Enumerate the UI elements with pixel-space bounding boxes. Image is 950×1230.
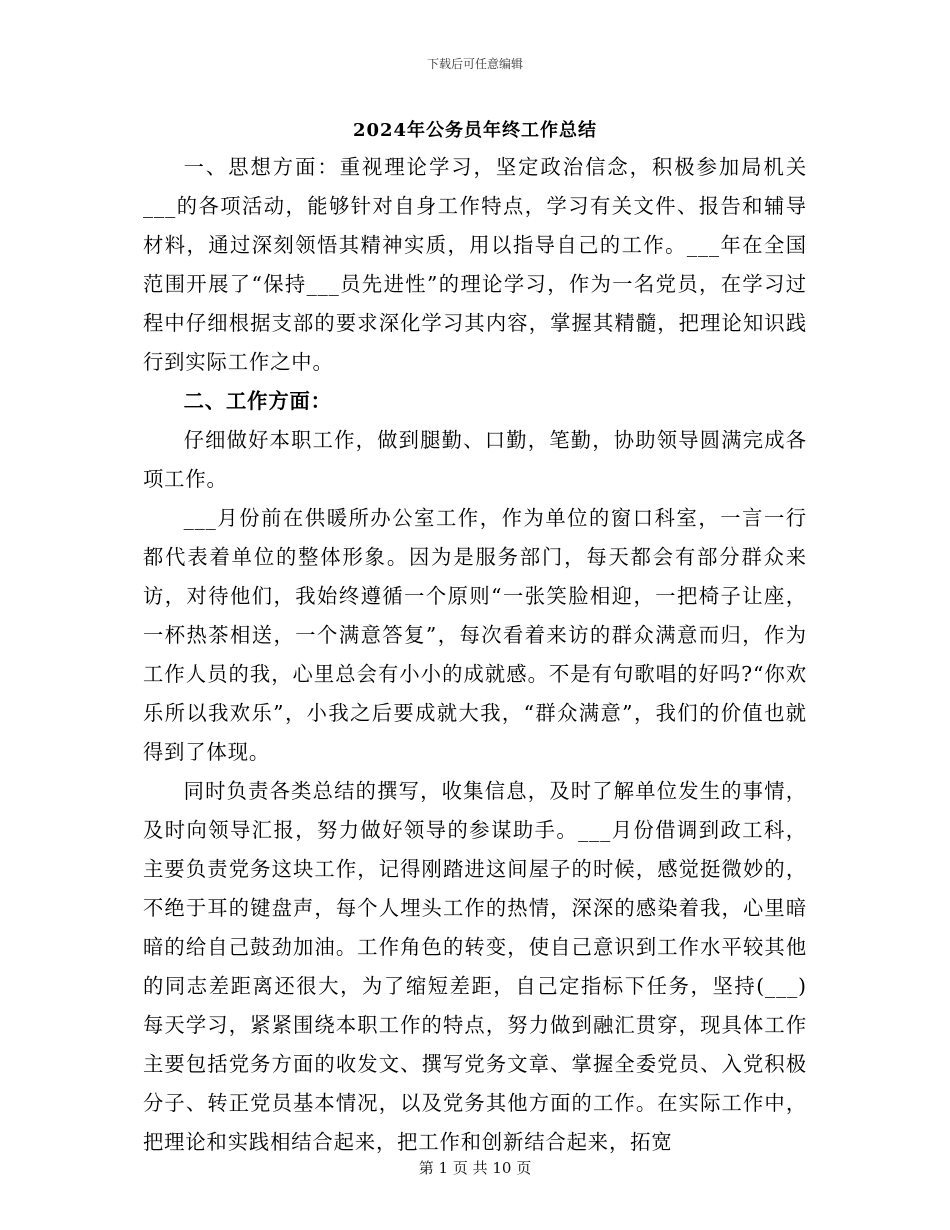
header-note: 下载后可任意编辑 — [426, 57, 523, 71]
paragraph-duties: 仔细做好本职工作，做到腿勤、口勤，笔勤，协助领导圆满完成各项工作。 — [143, 428, 807, 491]
document-body — [143, 148, 807, 1162]
document-title: 2024年公务员年终工作总结 — [352, 120, 598, 141]
paragraph-party-work: 同时负责各类总结的撰写，收集信息，及时了解单位发生的事情，及时向领导汇报，努力做好领导的参谋助手。___月份借调到政工科，主要负责党务这块工作，记得刚踏进这间屋子的时候，感觉挺微妙的，不绝于耳的键盘声，每个人埋头工作的热情，深深的感染着我，心里暗暗的给自己鼓劲加油。工作角色的转变，使自己意识到工作水平较其他的同志差距离还很大，为了缩短差距，自己定指标下任务，坚持(___)每天学习，紧紧围绕本职工作的特点，努力做到融汇贯穿，现具体工作主要包括党务方面的收发文、撰写党务文章、掌握全委党员、入党积极分子、转正党员基本情况，以及党务其他方面的工作。在实际工作中，把理论和实践相结合起来，把工作和创新结合起来，拓宽 — [143, 779, 807, 1154]
paragraph-ideology: 一、思想方面：重视理论学习，坚定政治信念，积极参加局机关___的各项活动，能够针对自身工作特点，学习有关文件、报告和辅导材料，通过深刻领悟其精神实质，用以指导自己的工作。___年在全国范围开展了“保持___员先进性”的理论学习，作为一名党员，在学习过程中仔细根据支部的要求深化学习其内容，掌握其精髓，把理论知识践行到实际工作之中。 — [143, 155, 807, 374]
paragraph-office-work: ___月份前在供暖所办公室工作，作为单位的窗口科室，一言一行都代表着单位的整体形象。因为是服务部门，每天都会有部分群众来访，对待他们，我始终遵循一个原则“一张笑脸相迎，一把椅子让座，一杯热茶相送，一个满意答复”，每次看着来访的群众满意而归，作为工作人员的我，心里总会有小小的成就感。不是有句歌唱的好吗?“你欢乐所以我欢乐”，小我之后要成就大我，“群众满意”，我们的价值也就得到了体现。 — [143, 506, 807, 764]
section-heading-work: 二、工作方面： — [183, 389, 332, 413]
page-number: 第 1 页 共 10 页 — [418, 1159, 532, 1177]
